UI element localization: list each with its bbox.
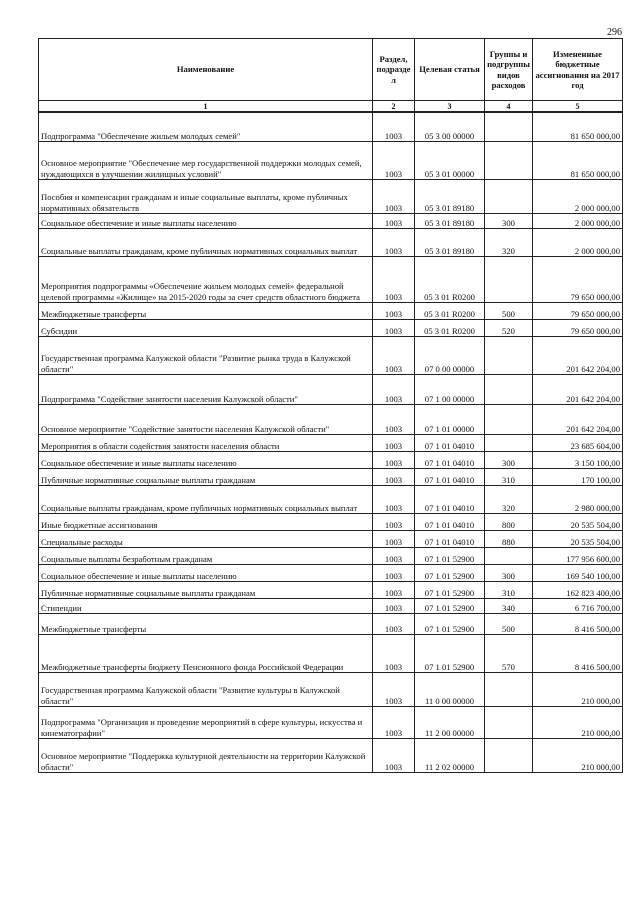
cell-section: 1003	[373, 614, 415, 635]
header-amount: Измененные бюджетные ассигнования на 2017 год	[533, 39, 623, 101]
cell-section: 1003	[373, 405, 415, 435]
cell-name: Мероприятия в области содействия занятости населения области	[39, 435, 373, 452]
cell-target: 05 3 01 89180	[415, 214, 485, 229]
cell-target: 07 1 01 04010	[415, 486, 485, 514]
table-row	[39, 180, 623, 214]
cell-group	[485, 548, 533, 565]
cell-section: 1003	[373, 531, 415, 548]
cell-name: Основное мероприятие "Содействие занятости населения Калужской области"	[39, 405, 373, 435]
cell-amount: 20 535 504,00	[533, 514, 623, 531]
cell-target: 05 3 00 00000	[415, 112, 485, 142]
cell-section: 1003	[373, 375, 415, 405]
cell-group: 570	[485, 635, 533, 673]
cell-section: 1003	[373, 214, 415, 229]
cell-amount: 2 000 000,00	[533, 229, 623, 257]
table-row	[39, 320, 623, 337]
cell-section: 1003	[373, 548, 415, 565]
table-body	[39, 112, 623, 773]
cell-amount: 210 000,00	[533, 739, 623, 773]
cell-section: 1003	[373, 635, 415, 673]
cell-group	[485, 180, 533, 214]
cell-name: Социальное обеспечение и иные выплаты населению	[39, 214, 373, 229]
cell-group: 300	[485, 214, 533, 229]
cell-section: 1003	[373, 582, 415, 599]
cell-section: 1003	[373, 565, 415, 582]
cell-amount: 2 000 000,00	[533, 180, 623, 214]
cell-name: Подпрограмма "Обеспечение жильем молодых семей"	[39, 112, 373, 142]
cell-target: 07 1 01 04010	[415, 514, 485, 531]
cell-group	[485, 405, 533, 435]
cell-name: Мероприятия подпрограммы «Обеспечение жильем молодых семей» федеральной целевой программы «Жилище» на 2015-2020 годы за счет средств областного бюджета	[39, 257, 373, 303]
cell-name: Социальные выплаты гражданам, кроме публичных нормативных социальных выплат	[39, 229, 373, 257]
cell-section: 1003	[373, 303, 415, 320]
column-number: 5	[533, 101, 623, 112]
cell-amount: 6 716 700,00	[533, 599, 623, 614]
cell-target: 07 1 01 52900	[415, 599, 485, 614]
table-row	[39, 599, 623, 614]
table-row	[39, 565, 623, 582]
column-number: 2	[373, 101, 415, 112]
header-section: Раздел, подразде л	[373, 39, 415, 101]
cell-name: Подпрограмма "Организация и проведение мероприятий в сфере культуры, искусства и кинематографии"	[39, 707, 373, 739]
cell-name: Основное мероприятие "Обеспечение мер государственной поддержки молодых семей, нуждающихся в улучшении жилищных условий"	[39, 142, 373, 180]
cell-group	[485, 257, 533, 303]
cell-target: 07 1 01 52900	[415, 565, 485, 582]
cell-name: Публичные нормативные социальные выплаты гражданам	[39, 469, 373, 486]
cell-amount: 81 650 000,00	[533, 112, 623, 142]
page-number: 296	[607, 27, 622, 38]
cell-amount: 169 540 100,00	[533, 565, 623, 582]
cell-amount: 210 000,00	[533, 707, 623, 739]
cell-target: 07 1 01 00000	[415, 405, 485, 435]
table-row	[39, 375, 623, 405]
cell-name: Основное мероприятие "Поддержка культурной деятельности на территории Калужской области"	[39, 739, 373, 773]
cell-section: 1003	[373, 739, 415, 773]
cell-target: 07 1 01 04010	[415, 435, 485, 452]
cell-section: 1003	[373, 673, 415, 707]
cell-group	[485, 739, 533, 773]
cell-group	[485, 337, 533, 375]
budget-table	[38, 38, 623, 773]
table-row	[39, 582, 623, 599]
cell-name: Стипендии	[39, 599, 373, 614]
cell-group: 300	[485, 565, 533, 582]
header-row	[39, 39, 623, 101]
cell-target: 07 0 00 00000	[415, 337, 485, 375]
table-row	[39, 514, 623, 531]
cell-group	[485, 435, 533, 452]
cell-name: Социальное обеспечение и иные выплаты населению	[39, 565, 373, 582]
table-row	[39, 257, 623, 303]
cell-group	[485, 375, 533, 405]
cell-amount: 170 100,00	[533, 469, 623, 486]
table-row	[39, 112, 623, 142]
cell-amount: 2 980 000,00	[533, 486, 623, 514]
cell-amount: 81 650 000,00	[533, 142, 623, 180]
cell-target: 11 0 00 00000	[415, 673, 485, 707]
table-row	[39, 337, 623, 375]
cell-name: Публичные нормативные социальные выплаты гражданам	[39, 582, 373, 599]
cell-section: 1003	[373, 435, 415, 452]
table-row	[39, 142, 623, 180]
cell-name: Пособия и компенсации гражданам и иные социальные выплаты, кроме публичных нормативных обязательств	[39, 180, 373, 214]
cell-amount: 8 416 500,00	[533, 614, 623, 635]
table-row	[39, 469, 623, 486]
cell-target: 05 3 01 R0200	[415, 303, 485, 320]
cell-name: Государственная программа Калужской области "Развитие культуры в Калужской области"	[39, 673, 373, 707]
column-number-row	[39, 101, 623, 112]
cell-group: 880	[485, 531, 533, 548]
cell-group: 800	[485, 514, 533, 531]
cell-target: 07 1 01 04010	[415, 531, 485, 548]
cell-section: 1003	[373, 469, 415, 486]
cell-target: 07 1 01 52900	[415, 582, 485, 599]
cell-group: 500	[485, 303, 533, 320]
cell-amount: 79 650 000,00	[533, 320, 623, 337]
cell-target: 07 1 00 00000	[415, 375, 485, 405]
cell-name: Социальные выплаты безработным гражданам	[39, 548, 373, 565]
header-group: Группы и подгруппы видов расходов	[485, 39, 533, 101]
cell-target: 05 3 01 89180	[415, 180, 485, 214]
cell-group	[485, 142, 533, 180]
cell-amount: 201 642 204,00	[533, 375, 623, 405]
header-name: Наименование	[39, 39, 373, 101]
cell-amount: 2 000 000,00	[533, 214, 623, 229]
table-row	[39, 614, 623, 635]
cell-name: Иные бюджетные ассигнования	[39, 514, 373, 531]
cell-name: Подпрограмма "Содействие занятости населения Калужской области"	[39, 375, 373, 405]
cell-name: Государственная программа Калужской области "Развитие рынка труда в Калужской области"	[39, 337, 373, 375]
cell-name: Социальное обеспечение и иные выплаты населению	[39, 452, 373, 469]
cell-group	[485, 673, 533, 707]
cell-name: Межбюджетные трансферты бюджету Пенсионного фонда Российской Федерации	[39, 635, 373, 673]
cell-target: 07 1 01 52900	[415, 548, 485, 565]
cell-target: 05 3 01 89180	[415, 229, 485, 257]
cell-name: Субсидии	[39, 320, 373, 337]
cell-section: 1003	[373, 599, 415, 614]
cell-group: 320	[485, 486, 533, 514]
cell-amount: 3 150 100,00	[533, 452, 623, 469]
cell-target: 11 2 00 00000	[415, 707, 485, 739]
column-number: 4	[485, 101, 533, 112]
column-number: 3	[415, 101, 485, 112]
cell-amount: 23 685 604,00	[533, 435, 623, 452]
table-row	[39, 214, 623, 229]
cell-group: 340	[485, 599, 533, 614]
cell-amount: 79 650 000,00	[533, 303, 623, 320]
cell-group	[485, 112, 533, 142]
cell-section: 1003	[373, 142, 415, 180]
cell-group	[485, 707, 533, 739]
table-row	[39, 548, 623, 565]
column-number: 1	[39, 101, 373, 112]
table-row	[39, 673, 623, 707]
table-row	[39, 531, 623, 548]
cell-amount: 79 650 000,00	[533, 257, 623, 303]
cell-target: 05 3 01 R0200	[415, 320, 485, 337]
cell-amount: 201 642 204,00	[533, 337, 623, 375]
cell-name: Межбюджетные трансферты	[39, 303, 373, 320]
cell-section: 1003	[373, 112, 415, 142]
cell-name: Социальные выплаты гражданам, кроме публичных нормативных социальных выплат	[39, 486, 373, 514]
cell-group: 520	[485, 320, 533, 337]
cell-amount: 210 000,00	[533, 673, 623, 707]
table-row	[39, 303, 623, 320]
cell-group: 300	[485, 452, 533, 469]
cell-target: 11 2 02 00000	[415, 739, 485, 773]
table-row	[39, 707, 623, 739]
cell-section: 1003	[373, 180, 415, 214]
cell-name: Межбюджетные трансферты	[39, 614, 373, 635]
header-target: Целевая статья	[415, 39, 485, 101]
table-row	[39, 435, 623, 452]
table-row	[39, 486, 623, 514]
table-row	[39, 405, 623, 435]
cell-group: 310	[485, 582, 533, 599]
cell-section: 1003	[373, 257, 415, 303]
cell-section: 1003	[373, 452, 415, 469]
cell-section: 1003	[373, 486, 415, 514]
cell-amount: 201 642 204,00	[533, 405, 623, 435]
cell-group: 310	[485, 469, 533, 486]
cell-amount: 177 956 600,00	[533, 548, 623, 565]
cell-section: 1003	[373, 320, 415, 337]
cell-target: 07 1 01 04010	[415, 452, 485, 469]
cell-group: 500	[485, 614, 533, 635]
table-row	[39, 635, 623, 673]
cell-section: 1003	[373, 707, 415, 739]
cell-section: 1003	[373, 337, 415, 375]
cell-name: Специальные расходы	[39, 531, 373, 548]
cell-amount: 162 823 400,00	[533, 582, 623, 599]
cell-target: 05 3 01 00000	[415, 142, 485, 180]
table-row	[39, 739, 623, 773]
table-row	[39, 229, 623, 257]
cell-target: 07 1 01 52900	[415, 614, 485, 635]
cell-section: 1003	[373, 229, 415, 257]
cell-amount: 20 535 504,00	[533, 531, 623, 548]
cell-amount: 8 416 500,00	[533, 635, 623, 673]
table-row	[39, 452, 623, 469]
cell-target: 07 1 01 04010	[415, 469, 485, 486]
cell-target: 07 1 01 52900	[415, 635, 485, 673]
cell-target: 05 3 01 R0200	[415, 257, 485, 303]
cell-section: 1003	[373, 514, 415, 531]
cell-group: 320	[485, 229, 533, 257]
